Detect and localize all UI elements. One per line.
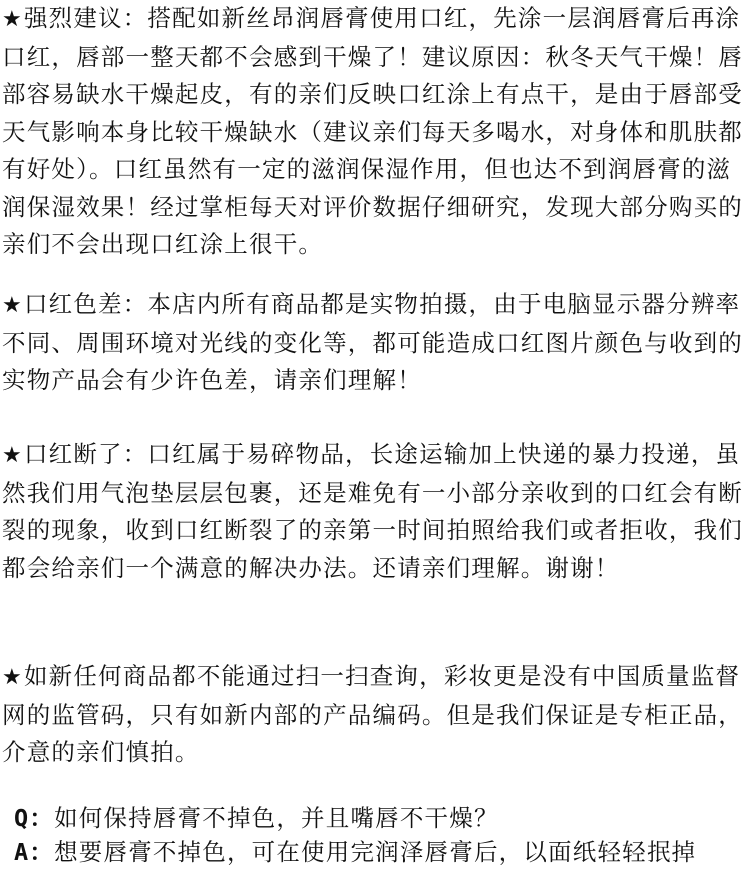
color-difference-paragraph: [2, 286, 746, 400]
broken-lipstick-paragraph: [2, 436, 746, 587]
paragraph-text: 如新任何商品都不能通过扫一扫查询，彩妆更是没有中国质量监督网的监管码，只有如新内部的产品编码。但是我们保证是专柜正品，介意的亲们慎拍。: [2, 662, 743, 766]
moisturizing-advice-paragraph: [2, 0, 746, 264]
paragraph-text: 口红色差：本店内所有商品都是实物拍摄，由于电脑显示器分辨率不同、周围环境对光线的变化等，都可能造成口红图片颜色与收到的实物产品会有少许色差，请亲们理解！: [2, 290, 743, 394]
answer-text: 想要唇膏不掉色，可在使用完润泽唇膏后，以面纸轻轻抿掉: [54, 838, 697, 866]
paragraph-text: 强烈建议：搭配如新丝昂润唇膏使用口红，先涂一层润唇膏后再涂口红，唇部一整天都不会感到干燥了！建议原因：秋冬天气干燥！唇部容易缺水干燥起皮，有的亲们反映口红涂上有点干，是由于唇部受天气影响本身比较干燥缺水（建议亲们每天多喝水，对身体和肌肤都有好处）。口红虽然有一定的滋润保湿作用，但也达不到润唇膏的滋润保湿效果！经过掌柜每天对评价数据仔细研究，发现大部分购买的亲们不会出现口红涂上很干。: [2, 4, 743, 258]
star-icon: ★: [2, 665, 23, 690]
faq-answer: [14, 834, 746, 870]
answer-label: A：: [14, 838, 55, 866]
authenticity-paragraph: [2, 658, 746, 772]
question-text: 如何保持唇膏不掉色，并且嘴唇不干燥？: [54, 804, 499, 832]
faq-question: [14, 800, 746, 838]
star-icon: ★: [2, 293, 23, 318]
star-icon: ★: [2, 443, 23, 468]
paragraph-text: 口红断了：口红属于易碎物品，长途运输加上快递的暴力投递，虽然我们用气泡垫层层包裹，还是难免有一小部分亲收到的口红会有断裂的现象，收到口红断裂了的亲第一时间拍照给我们或者拒收，我们都会给亲们一个满意的解决办法。还请亲们理解。谢谢！: [2, 440, 743, 582]
question-label: Q：: [14, 804, 55, 832]
star-icon: ★: [2, 7, 23, 32]
